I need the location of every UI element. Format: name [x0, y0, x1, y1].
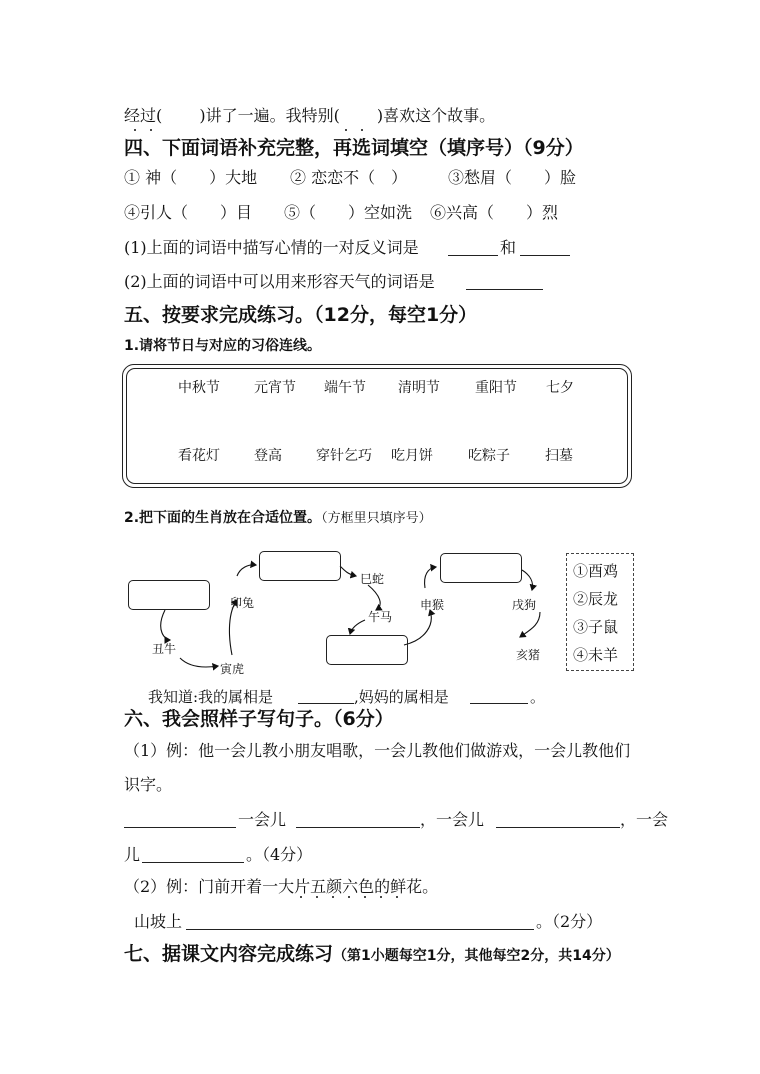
zodiac-label-shen: 申猴	[420, 598, 445, 612]
custom-item[interactable]: 扫墓	[545, 448, 573, 464]
sec6-fill2-b: 。（2分）	[536, 912, 603, 931]
sec4-word-4: ④引人（ ）目	[124, 203, 253, 222]
emphasis-dot	[348, 896, 350, 898]
zodiac-label-hai: 亥猪	[516, 648, 541, 662]
sec5-part2-main: 2.把下面的生肖放在合适位置。	[124, 510, 322, 526]
zodiac-know-a: 我知道:我的属相是	[148, 688, 274, 706]
emphasis-dot	[332, 896, 334, 898]
zodiac-option: ③子鼠	[573, 618, 619, 636]
zodiac-know-c: 。	[530, 688, 546, 706]
sec4-word-1: ① 神（ ）大地	[124, 168, 258, 187]
zodiac-label-xu: 戌狗	[512, 598, 537, 612]
sec6-example-2: （2）例：门前开着一大片五颜六色的鲜花。	[124, 877, 439, 896]
zodiac-label-chou: 丑牛	[152, 642, 177, 656]
festival-item[interactable]: 重阳节	[475, 380, 517, 396]
festival-item[interactable]: 七夕	[546, 380, 574, 396]
sec4-question-2: (2)上面的词语中可以用来形容天气的词语是	[124, 272, 435, 291]
zodiac-answer-box-1[interactable]	[128, 580, 210, 610]
zodiac-option: ①酉鸡	[573, 562, 619, 580]
zodiac-label-wu: 午马	[368, 610, 393, 624]
sec4-question-1: (1)上面的词语中描写心情的一对反义词是	[124, 238, 419, 257]
section7-title-main: 七、据课文内容完成练习	[124, 943, 334, 965]
festival-item[interactable]: 端午节	[324, 380, 366, 396]
section6-title: 六、我会照样子写句子。（6分）	[124, 708, 394, 730]
sec6-fill1-b: ，一会儿	[420, 810, 485, 829]
carryover-sentence: 经过( )讲了一遍。我特别( )喜欢这个故事。	[124, 106, 496, 125]
answer-blank[interactable]	[296, 827, 420, 828]
zodiac-answer-box-2[interactable]	[259, 551, 341, 581]
custom-item[interactable]: 登高	[254, 448, 282, 464]
section7-title-note: （第1小题每空1分，其他每空2分，共14分）	[333, 948, 620, 964]
custom-item[interactable]: 吃粽子	[468, 448, 510, 464]
zodiac-answer-box-4[interactable]	[326, 635, 408, 665]
sec4-word-3: ③愁眉（ ）脸	[448, 168, 577, 187]
sec6-fill1-e: 。（4分）	[246, 845, 313, 864]
zodiac-option: ④未羊	[573, 646, 619, 664]
zodiac-label-si: 巳蛇	[360, 572, 385, 586]
answer-blank[interactable]	[124, 827, 236, 828]
sec6-fill2-a: 山坡上	[134, 912, 183, 931]
sec6-fill1-d: 儿	[124, 845, 141, 864]
emphasis-dot	[316, 896, 318, 898]
section4-title: 四、下面词语补充完整，再选词填空（填序号）（9分）	[124, 137, 584, 159]
answer-blank[interactable]	[142, 862, 244, 863]
festival-item[interactable]: 元宵节	[254, 380, 296, 396]
zodiac-answer-box-3[interactable]	[440, 553, 522, 583]
sec4-and: 和	[500, 238, 517, 257]
emphasis-dot	[396, 896, 398, 898]
answer-blank[interactable]	[298, 703, 354, 704]
sec5-part2-note: （方框里只填序号）	[321, 511, 432, 526]
sec6-fill1-c: ，一会	[620, 810, 669, 829]
zodiac-know-b: ,妈妈的属相是	[354, 688, 449, 706]
answer-blank[interactable]	[186, 929, 534, 930]
sec6-example-1: （1）例：他一会儿教小朋友唱歌，一会儿教他们做游戏，一会儿教他们	[124, 741, 631, 760]
emphasis-dot	[380, 896, 382, 898]
answer-blank[interactable]	[470, 703, 528, 704]
festival-item[interactable]: 中秋节	[178, 380, 220, 396]
custom-item[interactable]: 吃月饼	[391, 448, 433, 464]
sec5-part1: 1.请将节日与对应的习俗连线。	[124, 338, 322, 354]
zodiac-label-yin: 寅虎	[220, 662, 245, 676]
sec4-word-6: ⑥兴高（ ）烈	[430, 203, 559, 222]
emphasis-dot	[364, 896, 366, 898]
emphasis-dot	[300, 896, 302, 898]
custom-item[interactable]: 看花灯	[178, 448, 220, 464]
section5-title: 五、按要求完成练习。（12分，每空1分）	[124, 304, 478, 326]
sec6-example-1-cont: 识字。	[124, 775, 173, 794]
sec6-fill1-a: 一会儿	[238, 810, 287, 829]
custom-item[interactable]: 穿针乞巧	[316, 448, 372, 464]
zodiac-option: ②辰龙	[573, 590, 619, 608]
section7-title	[124, 942, 620, 968]
festival-item[interactable]: 清明节	[398, 380, 440, 396]
sec4-word-5: ⑤（ ）空如洗	[284, 203, 413, 222]
zodiac-label-mao: 卯兔	[230, 596, 255, 610]
answer-blank[interactable]	[496, 827, 620, 828]
sec4-word-2: ② 恋恋不（ ）	[290, 168, 408, 187]
